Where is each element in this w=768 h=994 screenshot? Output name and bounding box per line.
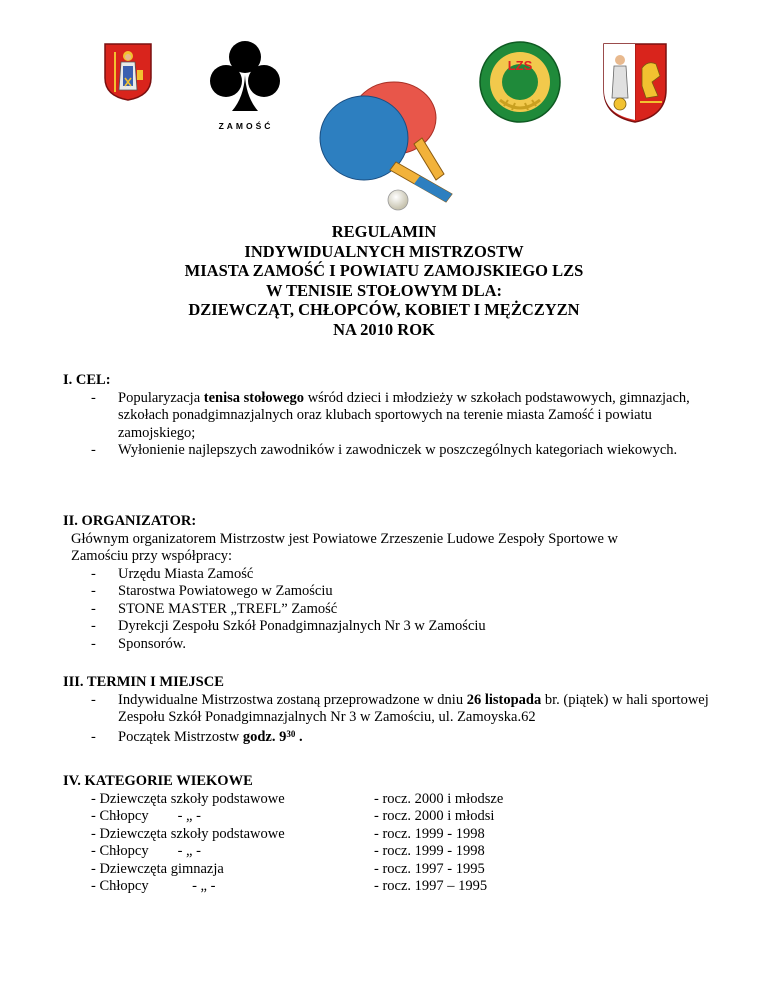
category-years: - rocz. 1999 - 1998 (374, 825, 485, 842)
title-line: REGULAMIN (331, 222, 437, 241)
item-bold-text: 26 listopada (466, 691, 542, 708)
item-text: Starostwa Powiatowego w Zamościu (118, 583, 333, 599)
item-text: Sponsorów. (118, 635, 186, 652)
list-item: - Wyłonienie najlepszych zawodników i zawodniczek w poszczególnych kategoriach wiekowych. (91, 442, 678, 458)
item-text: Urzędu Miasta Zamość (118, 565, 254, 582)
title-line: W TENISIE STOŁOWYM DLA: (265, 280, 503, 300)
item-text: STONE MASTER „TREFL” Zamość (118, 600, 338, 617)
category-years: - rocz. 1997 – 1995 (374, 878, 488, 894)
list-item: - STONE MASTER „TREFL” Zamość (91, 600, 338, 617)
club-trefl-logo-icon (200, 35, 290, 135)
item-text: Dyrekcji Zespołu Szkół Ponadgimnazjalnych Nr 3 w Zamościu (118, 618, 486, 634)
item-bold-text: . (295, 728, 303, 745)
category-name: - Dziewczęta gimnazja (91, 860, 224, 877)
category-name: - Dziewczęta szkoły podstawowe (91, 825, 285, 842)
item-text: wśród dzieci i młodzieży w szkołach podstawowych, gimnazjach, szkołach ponadgimnazjalnych oraz klubach sportowych na terenie miasta Zamość i powiatu zamojskiego; (118, 389, 690, 441)
organizer-intro: Głównym organizatorem Mistrzostw jest Powiatowe Zrzeszenie Ludowe Zespoły Sportowe w Zamościu przy współpracy: (71, 530, 618, 564)
section-heading: III. TERMIN I MIEJSCE (63, 674, 224, 690)
list-item: - Sponsorów. (91, 635, 186, 652)
zamosc-coat-of-arms-icon (103, 42, 153, 102)
section-organizator (63, 513, 723, 653)
lzs-emblem-text: LZS (507, 58, 533, 73)
category-name: - Chłopcy - „ - (91, 878, 216, 894)
category-row (63, 861, 723, 879)
title-line: MIASTA ZAMOŚĆ I POWIATU ZAMOJSKIEGO LZS (184, 261, 584, 280)
category-row (63, 843, 723, 861)
list-item: - Starostwa Powiatowego w Zamościu (91, 583, 333, 599)
item-bold-text: godz. 9 (242, 728, 287, 745)
item-text: Indywidualne Mistrzostwa zostaną przeprowadzone w dniu (118, 691, 467, 708)
section-termin (63, 674, 723, 746)
list-item: - Początek Mistrzostw godz. $9^{30}$ . (91, 728, 303, 745)
list-item: - Indywidualne Mistrzostwa zostaną przeprowadzone w dniu 26 listopada br. (piątek) w hali sportowej Zespołu Szkół Ponadgimnazjalnych Nr 3 w Zamościu, ul. Zamoyska.62 (91, 691, 709, 725)
item-text: Wyłonienie najlepszych zawodników i zawodniczek w poszczególnych kategoriach wiekowych. (118, 442, 678, 458)
category-row (63, 826, 723, 844)
section-cel (63, 372, 723, 460)
lzs-emblem-icon (478, 40, 562, 124)
item-text: Początek Mistrzostw (118, 728, 243, 745)
club-logo-caption: ZAMOŚĆ (218, 121, 274, 131)
document-title (0, 222, 768, 339)
category-row (63, 878, 723, 896)
item-text: Popularyzacja (118, 389, 204, 406)
section-heading: IV. KATEGORIE WIEKOWE (63, 773, 253, 789)
logo-strip (0, 0, 768, 215)
title-line: DZIEWCZĄT, CHŁOPCÓW, KOBIET I MĘŻCZYZN (188, 300, 580, 319)
county-coat-of-arms-icon (602, 42, 668, 124)
title-line: NA 2010 ROK (333, 319, 435, 339)
item-text: br. (piątek) w hali sportowej Zespołu Szkół Ponadgimnazjalnych Nr 3 w Zamościu, ul. Zamoyska.62 (118, 691, 709, 725)
section-heading: II. ORGANIZATOR: (63, 513, 197, 529)
table-tennis-paddles-icon (312, 76, 468, 216)
title-line: INDYWIDUALNYCH MISTRZOSTW (244, 241, 524, 261)
category-name: - Chłopcy - „ - (91, 808, 201, 824)
category-years: - rocz. 1999 - 1998 (374, 843, 485, 859)
item-bold-text: tenisa stołowego (203, 389, 305, 406)
category-years: - rocz. 2000 i młodsze (374, 790, 504, 807)
category-row (63, 808, 723, 826)
category-row (63, 791, 723, 809)
list-item: - Popularyzacja tenisa stołowego wśród dzieci i młodzieży w szkołach podstawowych, gimnazjach, szkołach ponadgimnazjalnych oraz klubach sportowych na terenie miasta Zamość i powiatu zamojskiego; (91, 389, 690, 441)
list-item: - Dyrekcji Zespołu Szkół Ponadgimnazjalnych Nr 3 w Zamościu (91, 618, 486, 634)
category-name: - Chłopcy - „ - (91, 843, 201, 859)
section-heading: I. CEL: (63, 372, 111, 388)
category-name: - Dziewczęta szkoły podstawowe (91, 790, 285, 807)
section-kategorie (63, 773, 723, 896)
time-superscript: 30 (286, 728, 296, 739)
category-years: - rocz. 2000 i młodsi (374, 808, 495, 824)
category-years: - rocz. 1997 - 1995 (374, 860, 485, 877)
list-item: - Urzędu Miasta Zamość (91, 565, 254, 582)
